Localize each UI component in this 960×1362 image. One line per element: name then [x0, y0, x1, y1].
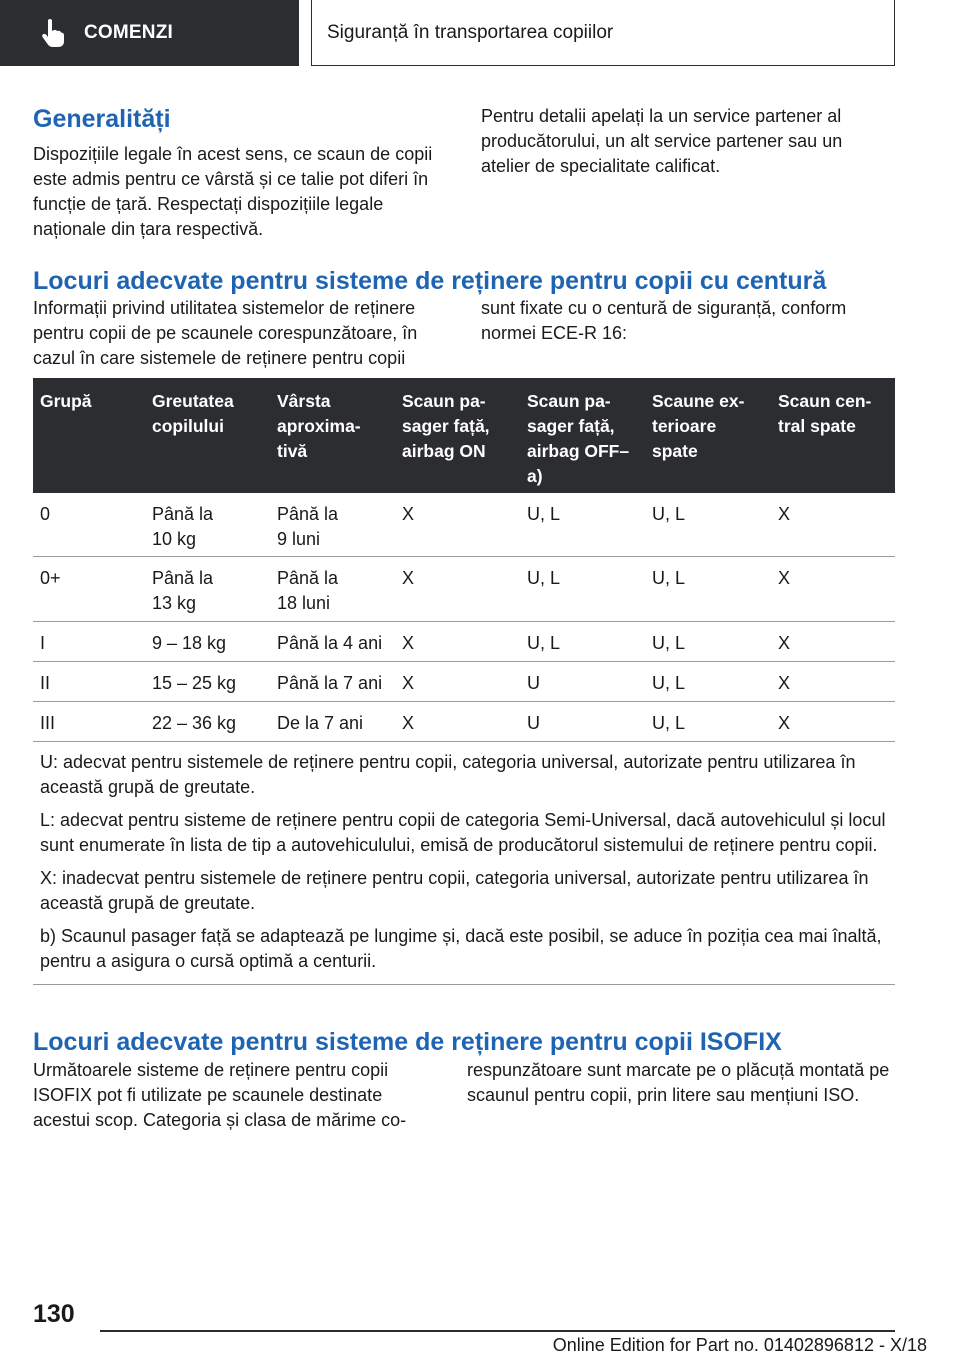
table-cell: U: [527, 673, 540, 693]
table-row: [33, 662, 895, 702]
table-cell: U, L: [527, 633, 561, 653]
table-notes: [33, 742, 895, 985]
child-seat-table: [33, 378, 895, 985]
table-cell: III: [40, 713, 56, 733]
belt-right-text: [481, 296, 895, 346]
isofix-right-text: [467, 1058, 892, 1108]
table-cell: X: [402, 568, 415, 588]
table-cell: I: [40, 633, 46, 653]
table-cell: U, L: [652, 504, 686, 524]
table-cell: 0+: [40, 568, 61, 588]
paragraph: Informații privind utilitatea sistemelor de reținere pentru copii de pe scaunele corespunzătoare, în cazul în care sistemele de reținere pentru copii: [33, 298, 418, 368]
table-cell: U, L: [652, 673, 686, 693]
table-cell: 0: [40, 504, 51, 524]
table-cell: 15 – 25 kg: [152, 673, 237, 693]
header-cell: Vârsta aproxima-tivă: [277, 391, 361, 461]
table-cell: U, L: [652, 633, 686, 653]
table-cell: 22 – 36 kg: [152, 713, 237, 733]
table-row: [33, 493, 895, 557]
header-cell: Scaun cen-tral spate: [778, 391, 872, 436]
table-cell: Până la 9 luni: [277, 504, 339, 549]
note-b: b) Scaunul pasager față se adaptează pe lungime și, dacă este posibil, se aduce în poziția cea mai înaltă, pentru a asigura o cursă optimă a centurii.: [40, 926, 882, 971]
header-cell: Scaun pa-sager față, airbag ON: [402, 391, 490, 461]
table-cell: Până la 7 ani: [277, 673, 383, 693]
header-cell: Scaun pa-sager față, airbag OFF– a): [527, 391, 630, 486]
table-row: [33, 702, 895, 742]
note-l: L: adecvat pentru sisteme de reținere pentru copii de categoria Semi-Universal, dacă autovehiculul și locul sunt enumerate în lista de tip a autovehiculului, emisă de producătorul sistemului de reținere pentru copii.: [40, 810, 886, 855]
note-u: U: adecvat pentru sistemele de reținere pentru copii, categoria universal, autorizate pentru utilizarea în această grupă de greutate.: [40, 752, 856, 797]
table-cell: X: [778, 633, 791, 653]
table-cell: X: [402, 504, 415, 524]
table-cell: Până la 18 luni: [277, 568, 339, 613]
paragraph: Dispozițiile legale în acest sens, ce scaun de copii este admis pentru ce vârstă și ce talie pot diferi în funcție de țară. Respectați dispozițiile legale naționale din țara respectivă.: [33, 144, 433, 239]
table-cell: 9 – 18 kg: [152, 633, 227, 653]
generalitati-left-text: [33, 142, 439, 242]
table-cell: Până la 4 ani: [277, 633, 383, 653]
heading-isofix-seats: Locuri adecvate pentru sisteme de reținere pentru copii ISOFIX: [33, 1028, 782, 1056]
chapter-header: [311, 0, 895, 66]
table-cell: X: [778, 568, 791, 588]
page-number: 130: [33, 1300, 75, 1328]
belt-left-text: [33, 296, 443, 371]
isofix-left-text: [33, 1058, 433, 1133]
table-cell: X: [402, 633, 415, 653]
generalitati-right-text: [481, 104, 895, 179]
table-cell: Până la 13 kg: [152, 568, 214, 613]
table-cell: U, L: [527, 504, 561, 524]
table-cell: X: [778, 504, 791, 524]
table-cell: II: [40, 673, 51, 693]
header-cell: Greutatea copilului: [152, 391, 234, 436]
chapter-title: Siguranță în transportarea copiilor: [327, 21, 614, 43]
table-cell: X: [402, 673, 415, 693]
paragraph: sunt fixate cu o centură de siguranță, conform normei ECE-R 16:: [481, 298, 847, 343]
section-label: COMENZI: [84, 22, 174, 43]
header-cell: Scaune ex-terioare spate: [652, 391, 745, 461]
hand-pointer-icon: [40, 18, 66, 48]
table-cell: U, L: [652, 568, 686, 588]
paragraph: Pentru detalii apelați la un service partener al producătorului, un alt service partener sau un atelier de specialitate calificat.: [481, 106, 843, 176]
table-cell: U: [527, 713, 540, 733]
edition-note: Online Edition for Part no. 01402896812 - X/18: [552, 1335, 927, 1355]
table-row: [33, 622, 895, 662]
table-cell: X: [778, 673, 791, 693]
table-cell: U, L: [527, 568, 561, 588]
table-header: [33, 378, 895, 493]
table-cell: U, L: [652, 713, 686, 733]
table-cell: X: [402, 713, 415, 733]
table-cell: Până la 10 kg: [152, 504, 214, 549]
page-header: [0, 0, 960, 66]
note-x: X: inadecvat pentru sistemele de reținere pentru copii, categoria universal, autorizate pentru utilizarea în această grupă de greutate.: [40, 868, 869, 913]
section-tab: [0, 0, 299, 66]
footer-divider: [100, 1330, 895, 1332]
table-cell: X: [778, 713, 791, 733]
table-cell: De la 7 ani: [277, 713, 364, 733]
paragraph: respunzătoare sunt marcate pe o plăcuță montată pe scaunul pentru copii, prin litere sau mențiuni ISO.: [467, 1060, 890, 1105]
heading-generalitati: Generalități: [33, 105, 171, 133]
paragraph: Următoarele sisteme de reținere pentru copii ISOFIX pot fi utilizate pe scaunele destinate acestui scop. Categoria și clasa de mărime co-: [33, 1060, 407, 1130]
header-cell: Grupă: [40, 391, 92, 411]
heading-belt-seats: Locuri adecvate pentru sisteme de reținere pentru copii cu centură: [33, 267, 827, 295]
table-row: [33, 557, 895, 622]
